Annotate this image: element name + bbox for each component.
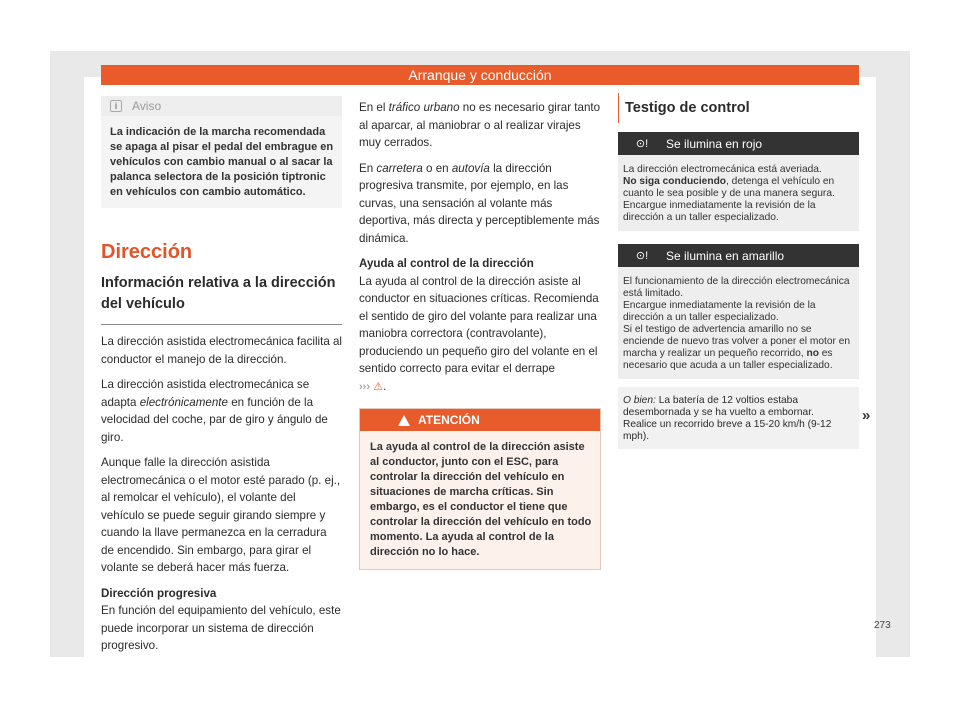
divider bbox=[101, 324, 342, 325]
page-number: 273 bbox=[874, 620, 891, 631]
aviso-label: Aviso bbox=[132, 99, 162, 113]
text-line: El funcionamiento de la dirección electromecánica está limitado. bbox=[623, 276, 850, 299]
text-line: Encargue inmediatamente la revisión de la dirección a un taller especializado. bbox=[623, 200, 816, 223]
warning-icon bbox=[398, 415, 410, 426]
note-box bbox=[618, 387, 859, 449]
steering-warning-icon: ⊙! bbox=[635, 250, 649, 262]
text-line: La dirección electromecánica está averiada. bbox=[623, 164, 822, 175]
amber-label: Se ilumina en amarillo bbox=[666, 248, 785, 263]
paragraph: En carretera o en autovía la dirección progresiva transmite, por ejemplo, en las curvas, una sensación al volante más deportiva, más directa y perceptiblemente más dinámica. bbox=[359, 161, 600, 245]
paragraph: La ayuda al control de la dirección asiste al conductor en situaciones críticas. Recomienda el sentido de giro del volante para realizar una maniobra correctora (contravolante), produciendo un pequeño giro del volante en el sentido correcto para evitar el derrape ››› ⚠. bbox=[359, 274, 599, 393]
continue-marker: » bbox=[862, 407, 871, 424]
text-line: Realice un recorrido breve a 15-20 km/h (9-12 mph). bbox=[623, 419, 832, 442]
red-label: Se ilumina en rojo bbox=[666, 136, 763, 151]
column-middle bbox=[359, 99, 601, 570]
atencion-box bbox=[359, 408, 601, 570]
info-icon: i bbox=[110, 100, 122, 112]
text-line: Si el testigo de advertencia amarillo no se enciende de nuevo tras volver a poner el motor en marcha y realizar un pequeño recorrido, no es necesario que acuda a un taller especializado. bbox=[623, 324, 851, 371]
heading-progresiva: Dirección progresiva bbox=[101, 586, 217, 600]
chapter-header: Arranque y conducción bbox=[101, 65, 859, 85]
text-line: O bien: La batería de 12 voltios estaba desembornada y se ha vuelto a embornar. bbox=[623, 395, 814, 418]
warning-icon: ⚠ bbox=[373, 380, 384, 393]
heading-ayuda: Ayuda al control de la dirección bbox=[359, 257, 534, 270]
paragraph: En función del equipamiento del vehículo, este puede incorporar un sistema de dirección progresivo. bbox=[101, 604, 341, 652]
atencion-header bbox=[360, 409, 600, 431]
red-indicator-bar bbox=[618, 132, 859, 155]
column-right bbox=[618, 93, 859, 449]
atencion-text: La ayuda al control de la dirección asiste al conductor, junto con el ESC, para controlar la dirección del vehículo en situaciones de marcha críticas. Sin embargo, es el conductor el tiene que controlar la dirección del vehículo en todo momento. La ayuda al control de la dirección no lo hace. bbox=[360, 431, 600, 569]
control-title: Testigo de control bbox=[618, 93, 859, 123]
text-line: No siga conduciendo, detenga el vehículo en cuanto le sea posible y de una manera segura. bbox=[623, 176, 835, 199]
paragraph: La dirección asistida electromecánica facilita al conductor el manejo de la dirección. bbox=[101, 335, 343, 366]
atencion-label: ATENCIÓN bbox=[418, 413, 480, 427]
section-subtitle: Información relativa a la dirección del vehículo bbox=[101, 275, 336, 312]
aviso-header bbox=[101, 96, 342, 116]
continue-marker: ››› bbox=[359, 380, 370, 393]
paragraph: La dirección asistida electromecánica se adapta electrónicamente en función de la velocidad del coche, par de giro y ángulo de giro. bbox=[101, 378, 328, 444]
paragraph: En el tráfico urbano no es necesario girar tanto al aparcar, al maniobrar o al realizar virajes muy cerrados. bbox=[359, 101, 601, 149]
aviso-box bbox=[101, 96, 342, 208]
paragraph: Aunque falle la dirección asistida electromecánica o el motor esté parado (p. ej., al remolcar el vehículo), el volante del vehículo se puede seguir girando siempre y cuando la llave permanezca en la cerradura de encendido. Sin embargo, para girar el volante se deberá hacer más fuerza. bbox=[101, 456, 341, 574]
steering-warning-icon: ⊙! bbox=[635, 138, 649, 150]
text-line: Encargue inmediatamente la revisión de la dirección a un taller especializado. bbox=[623, 300, 816, 323]
red-description bbox=[618, 155, 859, 231]
amber-description bbox=[618, 267, 859, 379]
column-left bbox=[101, 96, 342, 655]
section-title: Dirección bbox=[101, 241, 193, 263]
aviso-text: La indicación de la marcha recomendada se apaga al pisar el pedal del embrague en vehículos con cambio manual o al sacar la palanca selectora de la posición tiptronic en vehículos con cambio automático. bbox=[101, 116, 342, 208]
amber-indicator-bar bbox=[618, 244, 859, 267]
